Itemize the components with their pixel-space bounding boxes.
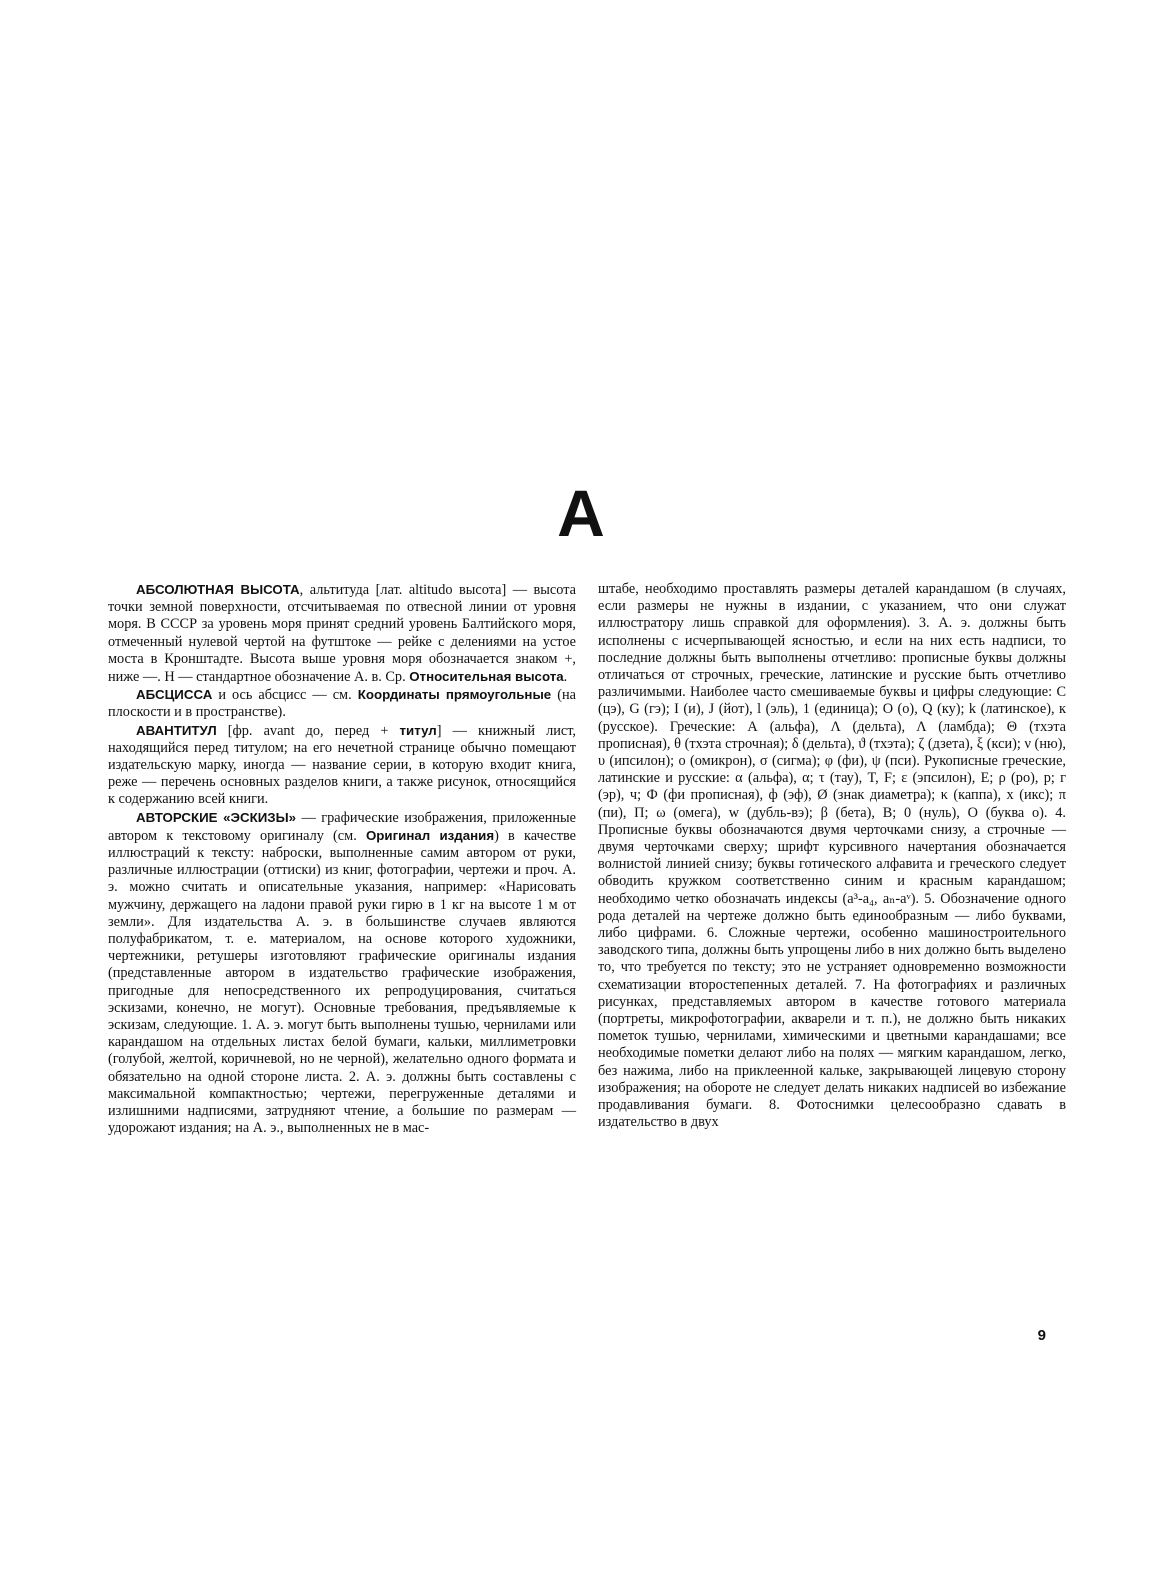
cross-reference: Относительная высота — [409, 669, 564, 685]
entry-text: , альтитуда [лат. altitudo высота] — высота точки земной поверхности, отсчитываемая по отвесной линии от уровня моря. В СССР за уровень моря принят средний уровень Балтийского моря, отмеченный нулевой чертой на футштоке — рейке с делениями на устое моста в Кронштадте. Высота выше уровня моря обозначается знаком +, ниже —. Н — стандартное обозначение А. в. Ср. — [108, 582, 576, 686]
cross-reference: Оригинал издания — [365, 827, 495, 843]
left-column — [108, 581, 576, 1138]
entry-avantitul — [108, 722, 576, 809]
entry-term: АБСЦИССА — [136, 687, 213, 703]
entry-text: ) в качестве иллюстраций к тексту: наброски, выполненные самим автором от руки, различные иллюстрации (оттиски) из книг, фотографии, чертежи и проч. А. э. можно считать и описательные указания, например: «Нарисовать мужчину, держащего на ладони правой руки гирю в 1 кг на высоте 1 м от земли». Для издательства А. э. в большинстве случаев являются полуфабрикатом, т. е. материалом, на основе которого художники, чертежники, ретушеры изготовляют графические оригиналы издания (представленные автором в издательство графические изображения, пригодные для непосредственного их репродуцирования, считаться эскизами, конечно, не могут). Основные требования, предъявляемые к эскизам, следующие. 1. А. э. могут быть выполнены тушью, чернилами или карандашом на отдельных листах белой бумаги, кальки, миллиметровки (голубой, желтой, коричневой, но не черной), желательно одного формата и обязательно на одной стороне листа. 2. А. э. должны быть составлены с максимальной компактностью; чертежи, перегруженные деталями и излишними надписями, затрудняют чтение, а большие по размерам — удорожают издания; на А. э., выполненных не в мас- — [108, 827, 576, 1137]
page-number: 9 — [1037, 1327, 1046, 1344]
entry-text: и ось абсцисс — см. — [212, 687, 358, 704]
entry-absolute-height — [108, 581, 576, 686]
entry-text: [фр. avant до, перед + — [216, 722, 400, 739]
cross-reference: титул — [399, 722, 437, 738]
cross-reference: Координаты прямоугольные — [357, 687, 552, 703]
entry-term: АБСОЛЮТНАЯ ВЫСОТА — [136, 582, 300, 597]
entry-author-sketches — [108, 809, 576, 1138]
entry-text: (на плоскости и в пространстве). — [108, 687, 576, 721]
entry-term: АВАНТИТУЛ — [136, 722, 217, 738]
right-column — [598, 581, 1066, 1132]
entry-term: АВТОРСКИЕ «ЭСКИЗЫ» — [136, 809, 296, 825]
entry-continuation: штабе, необходимо проставлять размеры деталей карандашом (в случаях, если размеры не нужны в издании, с указанием, что они служат иллюстратору лишь справкой для оформления). 3. А. э. должны быть исполнены с исчерпывающей ясностью, и если на них есть надписи, то последние должны быть выполнены отчетливо: прописные буквы должны отличаться от строчных, греческие, латинские и русские быть отчетливо различимыми. Наиболее часто смешиваемые буквы и цифры следующие: C (цэ), G (гэ); I (и), J (йот), l (эль), 1 (единица); O (о), Q (ку); k (латинское), к (русское). Греческие: А (альфа), Λ (дельта), Λ (ламбда); Θ (тхэта прописная), θ (тхэта строчная); δ (дельта), ϑ (тхэта); ζ (дзета), ξ (кси); ν (ню), υ (ипсилон); ο (омикрон), σ (сигма); φ (фи), ψ (пси). Рукописные греческие, латинские и русские: α (альфа), α; τ (тау), T, F; ε (эпсилон), E; ρ (ро), p; г (эр), ч; Ф (фи прописная), ф (эф), Ø (знак диаметра); κ (каппа), x (икс); π (пи), П; ω (омега), w (дубль-вэ); β (бета), B; 0 (нуль), O (буква о). 4. Прописные буквы обозначаются двумя черточками снизу, а строчные — двумя черточками сверху; шрифт курсивного начертания обозначается волнистой линией снизу; буквы готического алфавита и греческого следует обводить кружком соответственно синим и красным карандашом; необходимо четко обозначать индексы (a³-a₄, aₙ-aᵛ). 5. Обозначение одного рода деталей на чертеже должно быть единообразным — либо буквами, либо цифрами. 6. Сложные чертежи, особенно машиностроительного заводского типа, должны быть упрощены либо в них должно быть выделено то, что требуется по тексту; это не устраняет одновременно возможности схематизации второстепенных деталей. 7. На фотографиях и различных рисунках, представляемых автором в качестве готового материала (портреты, микрофотографии, акварели и т. п.), не должно быть никаких пометок тушью, чернилами, химическими и цветными карандашами; все необходимые пометки делают либо на полях — мягким карандашом, легко, без нажима, либо на приклеенной кальке, закрывающей лицевую сторону изображения; на обороте не следует делать никаких надписей во избежание продавливания бумаги. 8. Фотоснимки целесообразно сдавать в издательство в двух — [598, 581, 1066, 1131]
entry-text: . — [563, 669, 568, 686]
entry-abscissa — [108, 686, 576, 721]
entry-text: — графические изображения, приложенные автором к текстовому оригиналу (см. — [108, 809, 576, 844]
section-letter: А — [557, 476, 606, 550]
entry-text: ] — книжный лист, находящийся перед титулом; на его нечетной странице обычно помещают издательскую марку, иногда — название серии, в которую входит книга, реже — перечень основных разделов книги, а также рисунок, относящийся к содержанию всей книги. — [108, 722, 576, 808]
